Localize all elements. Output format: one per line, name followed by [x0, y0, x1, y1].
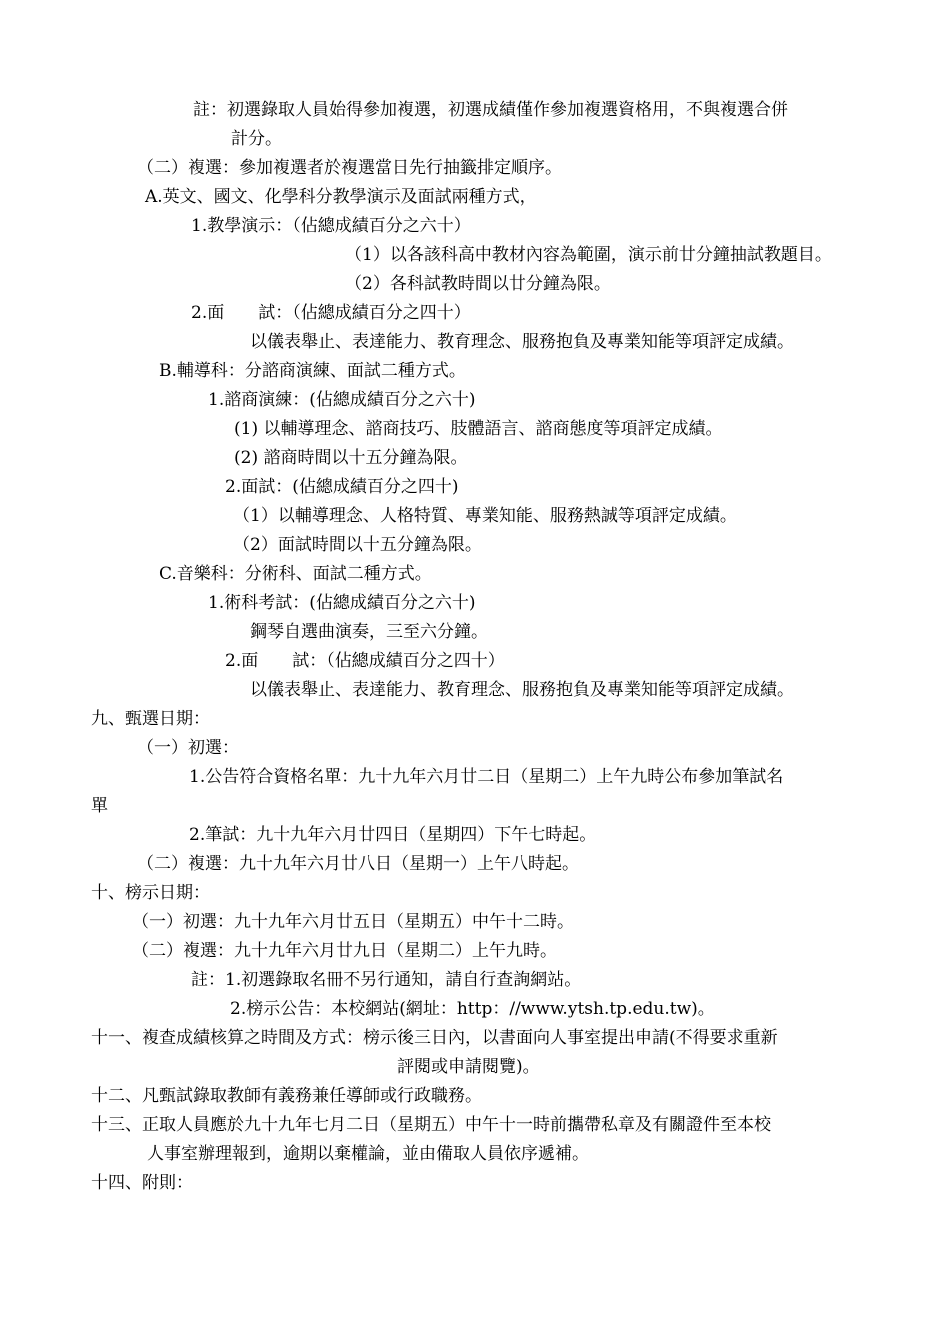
item-detail: （2）各科試教時間以廿分鐘為限。	[345, 274, 611, 294]
subsection-heading: C.音樂科：分術科、面試二種方式。	[159, 564, 432, 584]
item-detail: (1) 以輔導理念、諮商技巧、肢體語言、諮商態度等項評定成績。	[234, 419, 723, 439]
section-heading: （二）複選：九十九年六月廿九日（星期二）上午九時。	[132, 941, 557, 961]
item-heading: 2.面 試：（佔總成績百分之四十）	[191, 303, 471, 323]
subsection-heading: A.英文、國文、化學科分教學演示及面試兩種方式，	[145, 187, 537, 207]
chapter-heading: 十四、附則：	[91, 1173, 193, 1193]
note-continuation: 計分。	[231, 129, 282, 149]
section-heading: （二）複選：參加複選者於複選當日先行抽籤排定順序。	[137, 158, 562, 178]
note-line: 註：1.初選錄取名冊不另行通知，請自行查詢網站。	[191, 970, 582, 990]
chapter-heading: 十三、正取人員應於九十九年七月二日（星期五）中午十一時前攜帶私章及有關證件至本校	[91, 1115, 771, 1135]
chapter-continuation: 評閱或申請閱覽)。	[397, 1057, 540, 1077]
item-detail: （1）以各該科高中教材內容為範圍，演示前廿分鐘抽試教題目。	[345, 245, 832, 265]
item-heading: 1.諮商演練：(佔總成績百分之六十)	[208, 390, 476, 410]
subsection-heading: B.輔導科：分諮商演練、面試二種方式。	[159, 361, 466, 381]
chapter-heading: 十二、凡甄試錄取教師有義務兼任導師或行政職務。	[91, 1086, 482, 1106]
item-heading: 2.筆試：九十九年六月廿四日（星期四）下午七時起。	[189, 825, 597, 845]
item-heading: 1.術科考試：(佔總成績百分之六十)	[208, 593, 476, 613]
item-detail: （1）以輔導理念、人格特質、專業知能、服務熱誠等項評定成績。	[233, 506, 737, 526]
chapter-continuation: 人事室辦理報到，逾期以棄權論，並由備取人員依序遞補。	[147, 1144, 589, 1164]
item-detail: 以儀表舉止、表達能力、教育理念、服務抱負及專業知能等項評定成績。	[250, 680, 794, 700]
item-heading: 2.面 試：（佔總成績百分之四十）	[225, 651, 505, 671]
note-line: 2.榜示公告：本校網站(網址：http：//www.ytsh.tp.edu.tw)。	[230, 999, 715, 1019]
chapter-heading: 九、甄選日期：	[91, 709, 210, 729]
section-heading: （二）複選：九十九年六月廿八日（星期一）上午八時起。	[137, 854, 579, 874]
item-heading: 1.公告符合資格名單：九十九年六月廿二日（星期二）上午九時公布參加筆試名	[189, 767, 784, 787]
section-heading: （一）初選：	[137, 738, 239, 758]
note-line: 註：初選錄取人員始得參加複選，初選成績僅作參加複選資格用，不與複選合併	[193, 100, 788, 120]
item-heading: 1.教學演示：（佔總成績百分之六十）	[191, 216, 471, 236]
item-detail: 鋼琴自選曲演奏，三至六分鐘。	[250, 622, 488, 642]
item-detail: (2) 諮商時間以十五分鐘為限。	[234, 448, 468, 468]
item-heading: 2.面試：(佔總成績百分之四十)	[225, 477, 459, 497]
item-detail: 以儀表舉止、表達能力、教育理念、服務抱負及專業知能等項評定成績。	[250, 332, 794, 352]
item-detail: （2）面試時間以十五分鐘為限。	[233, 535, 482, 555]
item-continuation: 單	[91, 796, 108, 816]
chapter-heading: 十一、複查成績核算之時間及方式：榜示後三日內，以書面向人事室提出申請(不得要求重新	[91, 1028, 778, 1048]
section-heading: （一）初選：九十九年六月廿五日（星期五）中午十二時。	[132, 912, 574, 932]
chapter-heading: 十、榜示日期：	[91, 883, 210, 903]
